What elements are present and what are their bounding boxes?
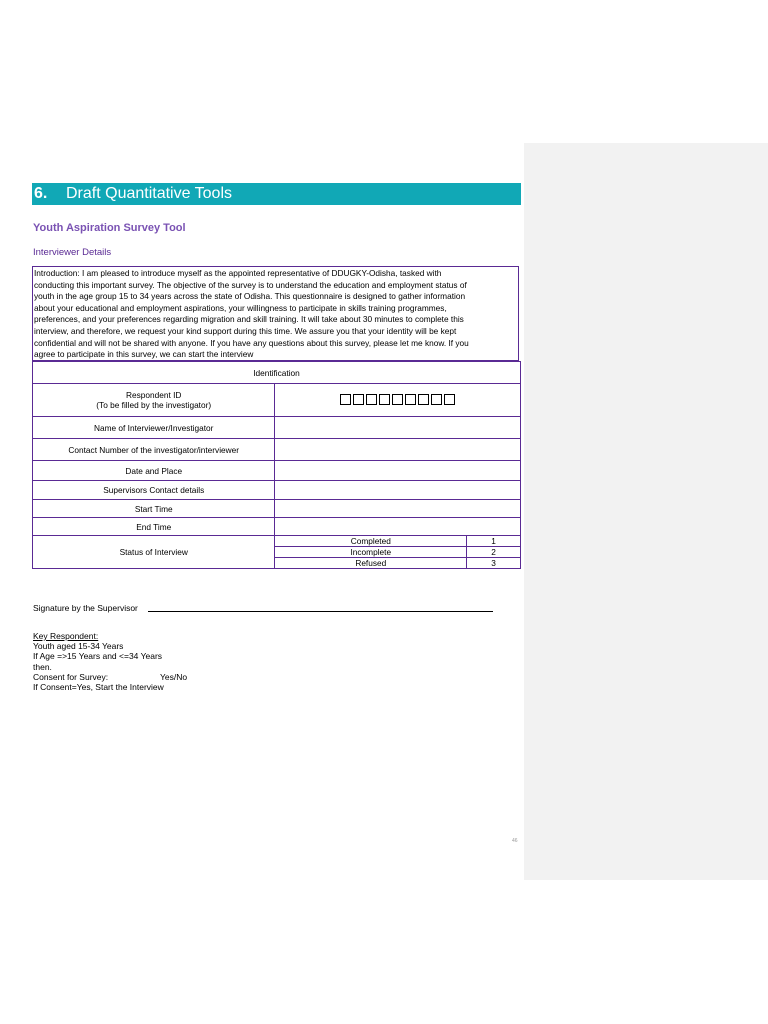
row-label-contact-number: Contact Number of the investigator/interviewer [33,439,275,461]
comment-pane [524,143,768,880]
id-digit-box[interactable] [418,394,429,405]
respondent-id-boxes [340,394,455,405]
consent-value: Yes/No [160,671,188,682]
page-number: 46 [512,838,518,844]
supervisor-signature-label: Signature by the Supervisor [33,603,138,613]
id-digit-box[interactable] [340,394,351,405]
key-respondent-line: Youth aged 15-34 Years [33,641,124,652]
interviewer-details-heading: Interviewer Details [33,247,112,258]
respondent-id-field[interactable] [275,384,521,417]
survey-title: Youth Aspiration Survey Tool [33,222,186,234]
respondent-id-label [33,384,275,417]
section-title: Draft Quantitative Tools [66,185,233,202]
row-label-date-place: Date and Place [33,461,275,481]
status-of-interview-label: Status of Interview [33,536,275,569]
intro-line: youth in the age group 15 to 34 years across the state of Odisha. This questionnaire is designed to gather information [34,291,466,302]
intro-line: agree to participate in this survey, we can start the interview [34,349,254,360]
status-option-refused[interactable]: Refused [275,558,467,569]
date-place-field[interactable] [275,461,521,481]
contact-number-field[interactable] [275,439,521,461]
key-respondent-block [33,631,188,693]
status-option-completed[interactable]: Completed [275,536,467,547]
consent-label: Consent for Survey: [33,671,109,682]
row-label-start-time: Start Time [33,500,275,518]
intro-line: interview, and therefore, we request your kind support during this time. We assure you that your identity will be kept [34,325,457,336]
supervisor-signature-line[interactable] [148,611,493,612]
introduction-box [32,266,519,361]
key-respondent-line: If Consent=Yes, Start the Interview [33,682,164,693]
intro-line: conducting this important survey. The objective of the survey is to understand the education and employment status of [34,279,467,290]
interviewer-name-field[interactable] [275,417,521,439]
status-code-refused: 3 [467,558,521,569]
respondent-id-title: Respondent ID [126,390,182,400]
intro-line: confidential and will not be shared with anyone. If you have any questions about this survey, please let me know. If you [34,337,469,348]
identification-header: Identification [33,362,521,384]
key-respondent-title: Key Respondent: [33,631,99,641]
id-digit-box[interactable] [405,394,416,405]
status-option-incomplete[interactable]: Incomplete [275,547,467,558]
row-label-end-time: End Time [33,518,275,536]
section-number: 6. [34,185,48,202]
row-label-interviewer-name: Name of Interviewer/Investigator [33,417,275,439]
id-digit-box[interactable] [366,394,377,405]
intro-line: about your educational and employment aspirations, your willingness to participate in skills training programmes, [34,302,447,313]
intro-line: Introduction: I am pleased to introduce myself as the appointed representative of DDUGKY-Odisha, tasked with [34,268,442,278]
key-respondent-line: If Age =>15 Years and <=34 Years [33,651,163,662]
section-heading [32,183,521,205]
respondent-id-note: (To be filled by the investigator) [96,400,212,410]
key-respondent-line: then. [33,661,52,672]
end-time-field[interactable] [275,518,521,536]
consent-row [33,671,188,682]
intro-line: preferences, and your preferences regarding migration and skill training. It will take about 30 minutes to complete this [34,314,464,325]
id-digit-box[interactable] [353,394,364,405]
supervisor-contact-field[interactable] [275,481,521,500]
id-digit-box[interactable] [444,394,455,405]
id-digit-box[interactable] [431,394,442,405]
id-digit-box[interactable] [392,394,403,405]
status-code-incomplete: 2 [467,547,521,558]
id-digit-box[interactable] [379,394,390,405]
row-label-supervisor-contact: Supervisors Contact details [33,481,275,500]
start-time-field[interactable] [275,500,521,518]
status-code-completed: 1 [467,536,521,547]
identification-table [32,361,521,569]
